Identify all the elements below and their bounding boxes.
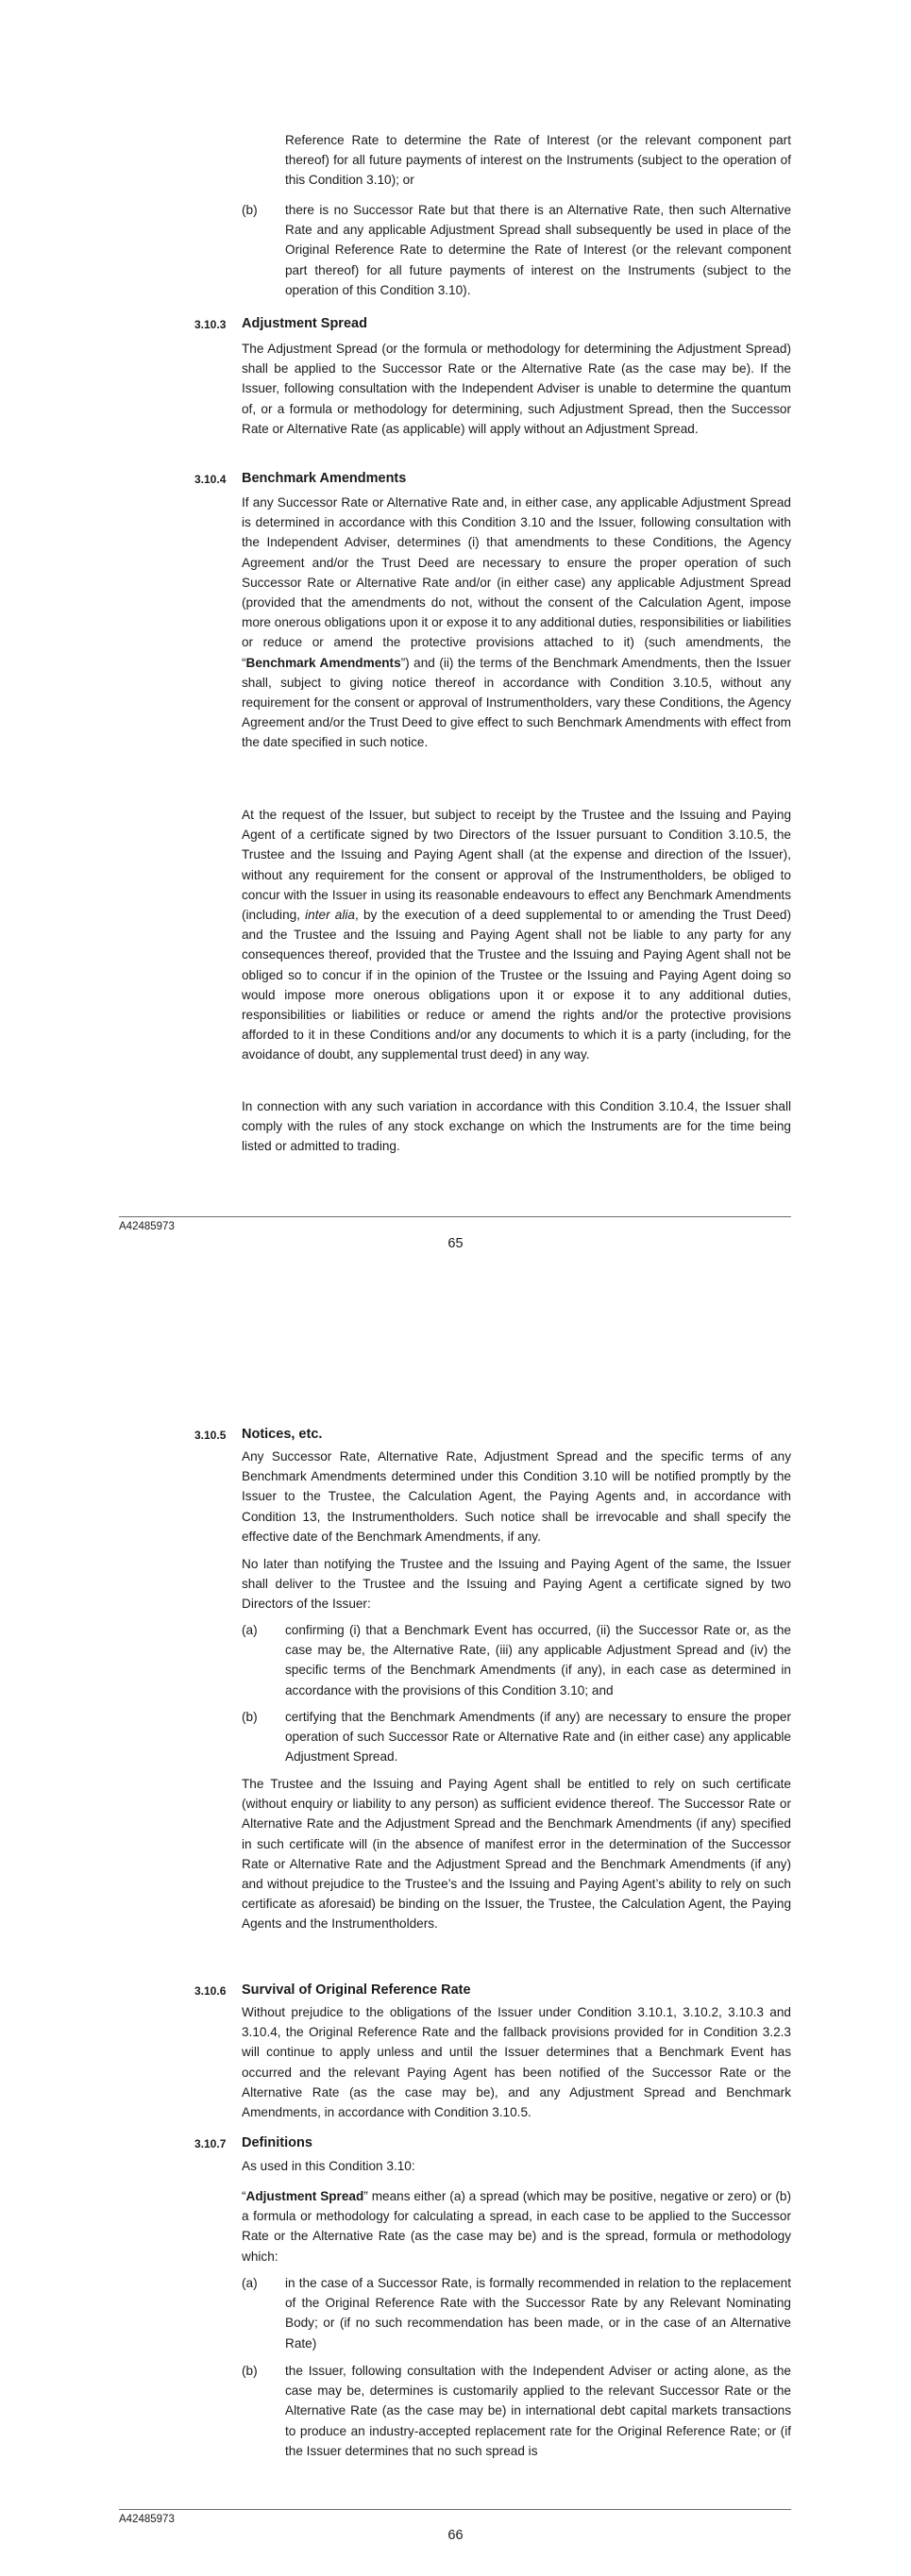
section-3-10-4-paragraph-3: In connection with any such variation in accordance with this Condition 3.10.4, the Issuer shall comply with the rules of any stock exchange on which the Instruments are for the time being listed or admitted to trading. [242,1099,791,1154]
section-3-10-5-paragraph-2: No later than notifying the Trustee and the Issuing and Paying Agent of the same, the Issuer shall deliver to the Trustee and the Issuing and Paying Agent a certificate signed by two Directors of the Issuer: [242,1557,791,1612]
page-number: 65 [447,1236,464,1251]
section-title-adjustment-spread: Adjustment Spread [242,316,367,331]
list-item-b: certifying that the Benchmark Amendments (if any) are necessary to ensure the proper operation of such Successor Rate or Alternative Rate and (in either case) any applicable Adjustment Spread. [285,1710,791,1765]
definition-adjustment-spread: “Adjustment Spread” means either (a) a spread (which may be positive, negative or zero) or (b) a formula or methodology for calculating a spread, in each case to be applied to the Successor Rate or the Alternative Rate (as the case may be) and is the spread, formula or methodology which: [242,2189,791,2264]
section-title-survival-of-original-reference-rate: Survival of Original Reference Rate [242,1982,471,1998]
section-title-definitions: Definitions [242,2135,312,2150]
section-3-10-4-paragraph-2: At the request of the Issuer, but subject to receipt by the Trustee and the Issuing and Paying Agent of a certificate signed by two Directors of the Issuer pursuant to Condition 3.10.5, the Trustee and the Issuing and Paying Agent shall (at the expense and direction of the Issuer), without any requirement for the consent or approval of the Instrumentholders, be obliged to concur with the Issuer in using its reasonable endeavours to effect any Benchmark Amendments (including, inter alia, by the execution of a deed supplemental to or amending the Trust Deed) and the Trustee and the Issuing and Paying Agent shall not be liable to any party for any consequences thereof, provided that the Trustee and the Issuing and Paying Agent shall not be obliged so to concur if in the opinion of the Trustee or the Issuing and Paying Agent doing so would impose more onerous obligations upon it or expose it to any additional duties, responsibilities or liabilities or reduce or amend the rights and/or the protective provisions afforded to it in these Conditions and/or any documents to which it is a party (including, for the avoidance of doubt, any supplemental trust deed) in any way. [242,808,791,1062]
section-3-10-3-paragraph: The Adjustment Spread (or the formula or methodology for determining the Adjustment Spread) shall be applied to the Successor Rate or the Alternative Rate (as the case may be). If the Issuer, following consultation with the Independent Adviser is unable to determine the quantum of, or a formula or methodology for determining, such Adjustment Spread, then the Successor Rate or Alternative Rate (as applicable) will apply without an Adjustment Spread. [242,342,791,436]
section-number-3-10-5: 3.10.5 [194,1429,227,1442]
footer-rule [119,1216,791,1217]
footer-reference: A42485973 [119,2514,175,2525]
list-marker-a: (a) [242,2276,258,2290]
list-item-b: there is no Successor Rate but that there is an Alternative Rate, then such Alternative Rate and any applicable Adjustment Spread shall subsequently be used in place of the Original Reference Rate to determine the Rate of Interest (or the relevant component part thereof) for all future payments of interest on the Instruments (subject to the operation of this Condition 3.10). [285,203,791,297]
section-3-10-5-paragraph-3: The Trustee and the Issuing and Paying Agent shall be entitled to rely on such certificate (without enquiry or liability to any person) as sufficient evidence thereof. The Successor Rate or Alternative Rate and the Adjustment Spread and the Benchmark Amendments (if any) specified in such certificate will (in the absence of manifest error in the determination of the Successor Rate or Alternative Rate and the Adjustment Spread and the Benchmark Amendments (if any) and without prejudice to the Trustee’s and the Issuing and Paying Agent’s ability to rely on such certificate as aforesaid) be binding on the Issuer, the Trustee, the Calculation Agent, the Paying Agents and the Instrumentholders. [242,1777,791,1932]
list-item-b: the Issuer, following consultation with the Independent Adviser or acting alone, as the case may be, determines is customarily applied to the relevant Successor Rate or the Alternative Rate (as the case may be) in international debt capital markets transactions to produce an industry-accepted replacement rate for the Original Reference Rate; or (if the Issuer determines that no such spread is [285,2364,791,2458]
section-3-10-6-paragraph: Without prejudice to the obligations of the Issuer under Condition 3.10.1, 3.10.2, 3.10.3 and 3.10.4, the Original Reference Rate and the fallback provisions provided for in Condition 3.2.3 will continue to apply unless and until the Issuer determines that a Benchmark Event has occurred and the relevant Paying Agent has been notified of the Successor Rate or the Alternative Rate (as the case may be), and any Adjustment Spread and Benchmark Amendments, in accordance with Condition 3.10.5. [242,2005,791,2120]
section-number-3-10-7: 3.10.7 [194,2137,227,2150]
list-marker-a: (a) [242,1623,258,1637]
list-item-a: in the case of a Successor Rate, is formally recommended in relation to the replacement of the Original Reference Rate with the Successor Rate by any Relevant Nominating Body; or (if no such recommendation has been made, or in the case of an Alternative Rate) [285,2276,791,2350]
section-title-notices: Notices, etc. [242,1427,323,1442]
section-3-10-7-paragraph-1: As used in this Condition 3.10: [242,2159,415,2173]
section-title-benchmark-amendments: Benchmark Amendments [242,471,407,486]
list-marker-b: (b) [242,2364,258,2378]
continued-paragraph: Reference Rate to determine the Rate of Interest (or the relevant component part thereof) for all future payments of interest on the Instruments (subject to the operation of this Condition 3.10); or [285,133,791,188]
page-66 [0,1288,911,2576]
defined-term-adjustment-spread: Adjustment Spread [245,2189,364,2203]
section-number-3-10-6: 3.10.6 [194,1984,227,1998]
footer-rule [119,2509,791,2510]
section-3-10-4-paragraph-1: If any Successor Rate or Alternative Rate and, in either case, any applicable Adjustment Spread is determined in accordance with this Condition 3.10 and the Issuer, following consultation with the Independent Adviser, determines (i) that amendments to these Conditions, the Agency Agreement and/or the Trust Deed are necessary to ensure the proper operation of such Successor Rate or Alternative Rate and/or (in either case) any applicable Adjustment Spread (provided that the amendments do not, without the consent of the Calculation Agent, impose more onerous obligations upon it or expose it to any additional duties, responsibilities or liabilities or reduce or amend the protective provisions attached to it) (such amendments, the “Benchmark Amendments”) and (ii) the terms of the Benchmark Amendments, then the Issuer shall, subject to giving notice thereof in accordance with Condition 3.10.5, without any requirement for the consent or approval of Instrumentholders, vary these Conditions, the Agency Agreement and/or the Trust Deed to give effect to such Benchmark Amendments with effect from the date specified in such notice. [242,495,791,750]
footer-reference: A42485973 [119,1221,175,1232]
section-3-10-5-paragraph-1: Any Successor Rate, Alternative Rate, Adjustment Spread and the specific terms of any Benchmark Amendments determined under this Condition 3.10 will be notified promptly by the Issuer to the Trustee, the Calculation Agent, the Paying Agents and, in accordance with Condition 13, the Instrumentholders. Such notice shall be irrevocable and shall specify the effective date of the Benchmark Amendments, if any. [242,1449,791,1544]
defined-term-benchmark-amendments: Benchmark Amendments [245,655,401,670]
section-number-3-10-4: 3.10.4 [194,473,227,486]
page-number: 66 [447,2528,464,2543]
list-marker-b: (b) [242,203,258,217]
section-number-3-10-3: 3.10.3 [194,318,227,331]
italic-inter-alia: inter alia [305,908,355,923]
list-marker-b: (b) [242,1710,258,1724]
list-item-a: confirming (i) that a Benchmark Event has occurred, (ii) the Successor Rate or, as the case may be, the Alternative Rate, (iii) any applicable Adjustment Spread and (iv) the specific terms of the Benchmark Amendments (if any), in each case as determined in accordance with the provisions of this Condition 3.10; and [285,1623,791,1698]
